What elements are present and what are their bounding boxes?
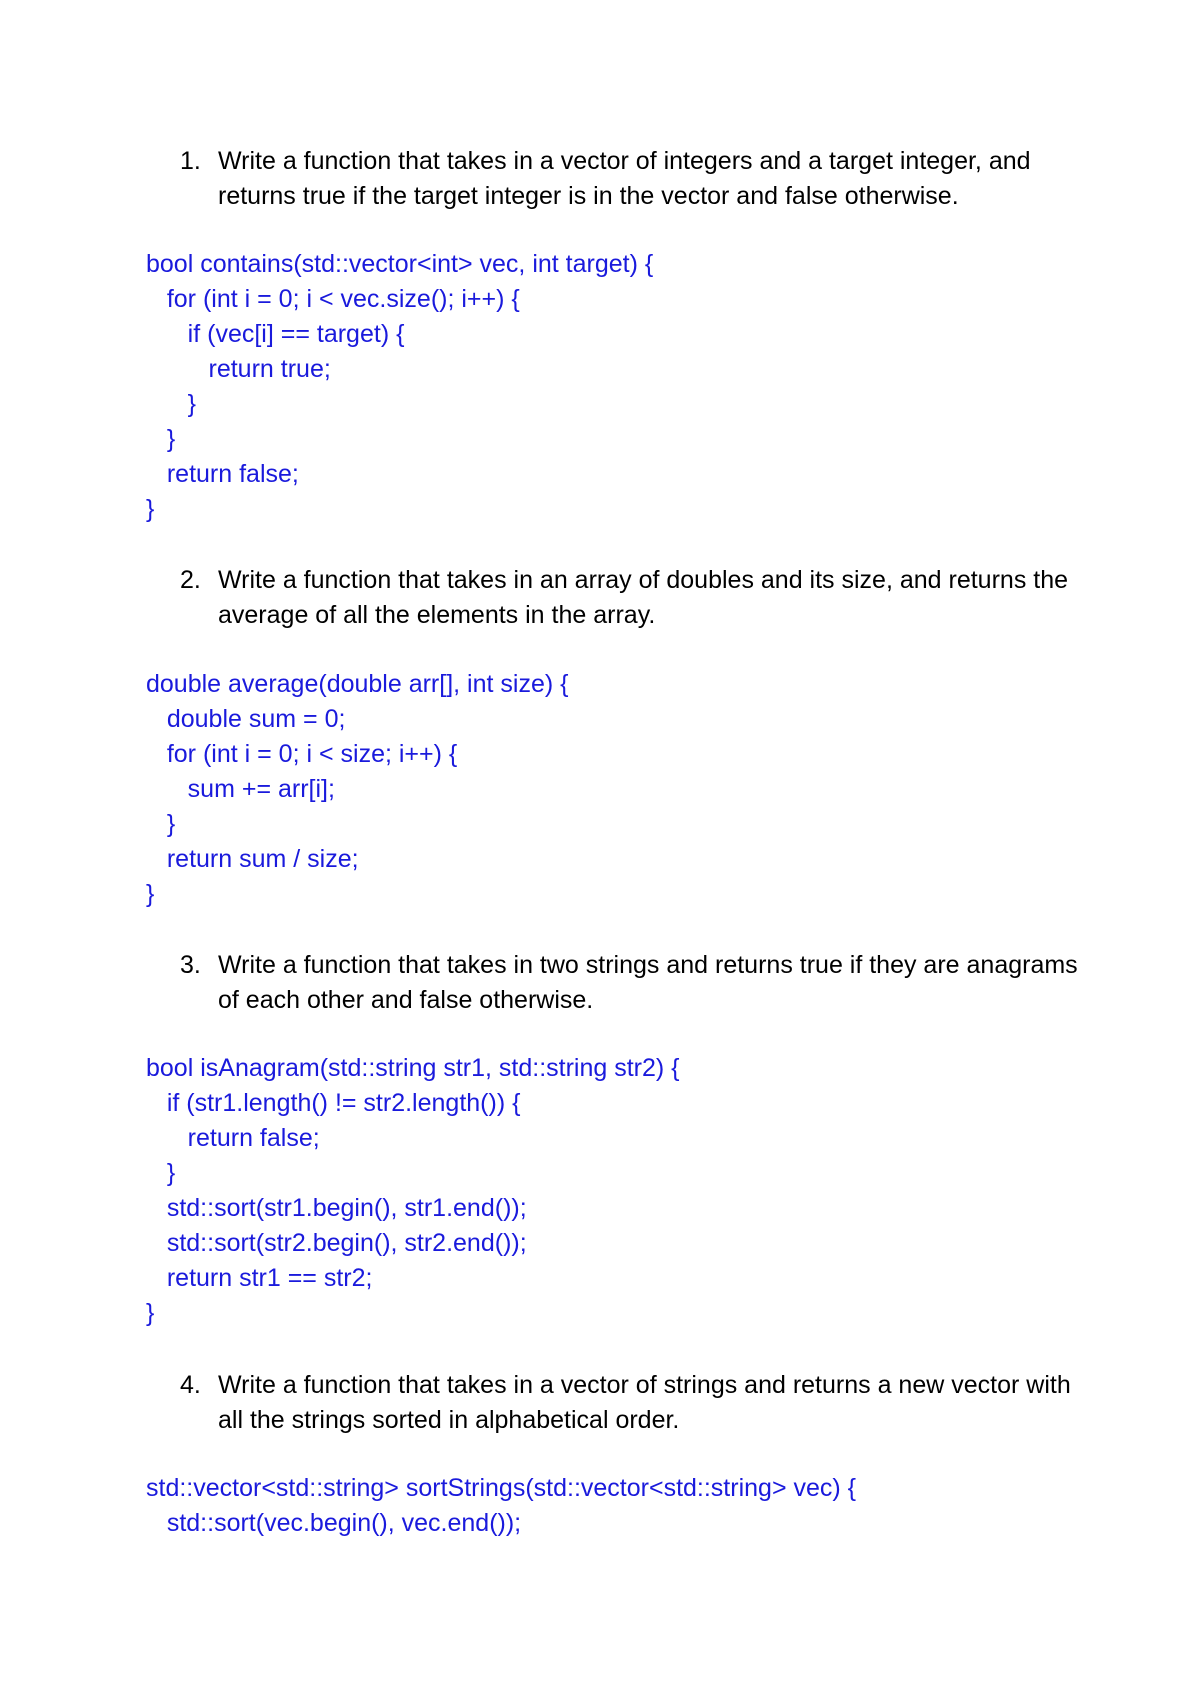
code-line: double sum = 0; [146,705,346,733]
code-line: std::sort(vec.begin(), vec.end()); [146,1509,522,1537]
code-line: std::vector<std::string> sortStrings(std::vector<std::string> vec) { [146,1474,857,1502]
code-line: return str1 == str2; [146,1264,373,1292]
code-line: std::sort(str2.begin(), str2.end()); [146,1229,527,1257]
question-2 [180,563,1080,633]
question-number: 4. [180,1371,201,1399]
code-line: for (int i = 0; i < vec.size(); i++) { [146,285,520,313]
code-line: double average(double arr[], int size) { [146,670,569,698]
code-line: if (str1.length() != str2.length()) { [146,1089,521,1117]
code-line: } [146,1159,176,1187]
code-block-3 [146,1051,680,1331]
code-line: } [146,810,176,838]
question-text: Write a function that takes in an array of doubles and its size, and returns the average of all the elements in the array. [218,566,1069,629]
code-line: if (vec[i] == target) { [146,320,405,348]
code-block-4 [146,1471,856,1541]
code-line: bool isAnagram(std::string str1, std::string str2) { [146,1054,680,1082]
question-text: Write a function that takes in a vector of integers and a target integer, and returns true if the target integer is in the vector and false otherwise. [218,147,1031,210]
question-4 [180,1368,1080,1438]
question-number: 1. [180,147,201,175]
code-line: return false; [146,1124,320,1152]
question-3 [180,948,1080,1018]
code-line: return false; [146,460,299,488]
code-line: } [146,1299,155,1327]
question-number: 3. [180,951,201,979]
code-line: std::sort(str1.begin(), str1.end()); [146,1194,527,1222]
question-text: Write a function that takes in a vector of strings and returns a new vector with all the strings sorted in alphabetical order. [218,1371,1071,1434]
question-text: Write a function that takes in two strings and returns true if they are anagrams of each other and false otherwise. [218,951,1078,1014]
code-line: } [146,880,155,908]
code-line: bool contains(std::vector<int> vec, int target) { [146,250,654,278]
code-line: } [146,425,176,453]
question-1 [180,144,1080,214]
code-line: return sum / size; [146,845,359,873]
code-block-2 [146,667,568,912]
code-line: } [146,390,197,418]
code-block-1 [146,247,653,527]
code-line: sum += arr[i]; [146,775,335,803]
code-line: return true; [146,355,331,383]
code-line: for (int i = 0; i < size; i++) { [146,740,458,768]
code-line: } [146,495,155,523]
question-number: 2. [180,566,201,594]
